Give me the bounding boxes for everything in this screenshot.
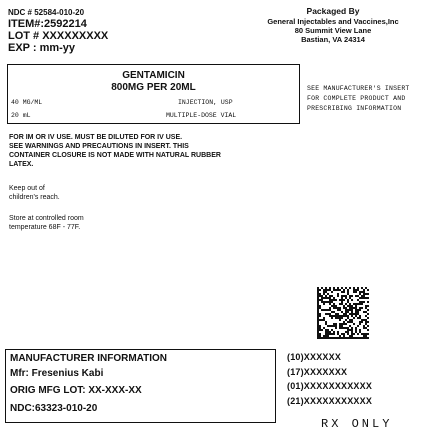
- drug-volume: 20 mL: [11, 112, 31, 119]
- packager-address-line1: 80 Summit View Lane: [294, 26, 372, 35]
- lot-number: LOT # XXXXXXXXX: [8, 30, 109, 42]
- packager-info: [238, 6, 428, 44]
- see-insert-line: PRESCRIBING INFORMATION: [307, 105, 402, 112]
- drug-name: [8, 70, 299, 94]
- warning-line: LATEX.: [9, 161, 34, 168]
- drug-concentration: 40 MG/ML: [11, 99, 43, 106]
- keep-out-of-reach: [9, 184, 60, 202]
- storage-line: Store at controlled room: [9, 215, 84, 222]
- manufacturer-ndc: NDC:63323-010-20: [10, 403, 98, 414]
- drug-vial-type: MULTIPLE-DOSE VIAL: [166, 112, 237, 119]
- drug-name-box: [7, 64, 300, 124]
- rx-only-label: RX ONLY: [321, 417, 393, 431]
- gs1-code-line: (21)XXXXXXXXXXX: [287, 395, 373, 406]
- ndc-number: NDC # 52584-010-20: [8, 8, 85, 17]
- gs1-code-line: (10)XXXXXX: [287, 352, 342, 362]
- manufacturer-name: Mfr: Fresenius Kabi: [10, 368, 104, 379]
- drug-route: INJECTION, USP: [178, 99, 233, 106]
- see-insert-line: SEE MANUFACTURER'S INSERT: [307, 85, 410, 92]
- see-insert-line: FOR COMPLETE PRODUCT AND: [307, 95, 406, 102]
- see-insert-note: [307, 84, 410, 114]
- warning-line: SEE WARNINGS AND PRECAUTIONS IN INSERT. THIS: [9, 143, 189, 150]
- product-identifiers: [8, 7, 108, 54]
- manufacturer-info-box: [5, 349, 276, 423]
- storage-instructions: [9, 214, 84, 232]
- warnings-text: [9, 133, 309, 169]
- gs1-code-line: (01)XXXXXXXXXXX: [287, 381, 373, 391]
- keep-out-line: Keep out of: [9, 185, 45, 192]
- packaged-by-label: Packaged By: [306, 6, 360, 16]
- original-mfg-lot: ORIG MFG LOT: XX-XXX-XX: [10, 385, 142, 396]
- expiration-date: EXP : mm-yy: [8, 42, 76, 54]
- storage-line: temperature 68F - 77F.: [9, 224, 81, 231]
- warning-line: FOR IM OR IV USE. MUST BE DILUTED FOR IV USE.: [9, 134, 183, 141]
- gs1-code-line: (17)XXXXXXX: [287, 366, 348, 377]
- warning-line: CONTAINER CLOSURE IS NOT MADE WITH NATURAL RUBBER: [9, 152, 221, 159]
- drug-name-text: GENTAMICIN: [122, 70, 185, 81]
- datamatrix-barcode-icon: [317, 287, 369, 339]
- packager-address-line2: Bastian, VA 24314: [301, 35, 365, 44]
- manufacturer-heading: MANUFACTURER INFORMATION: [10, 353, 168, 364]
- gs1-codes: [287, 350, 372, 408]
- drug-strength: 800MG PER 20ML: [111, 82, 196, 93]
- packager-company: General Injectables and Vaccines,Inc: [267, 17, 399, 26]
- keep-out-line: children's reach.: [9, 194, 60, 201]
- item-number: ITEM#:2592214: [8, 18, 87, 30]
